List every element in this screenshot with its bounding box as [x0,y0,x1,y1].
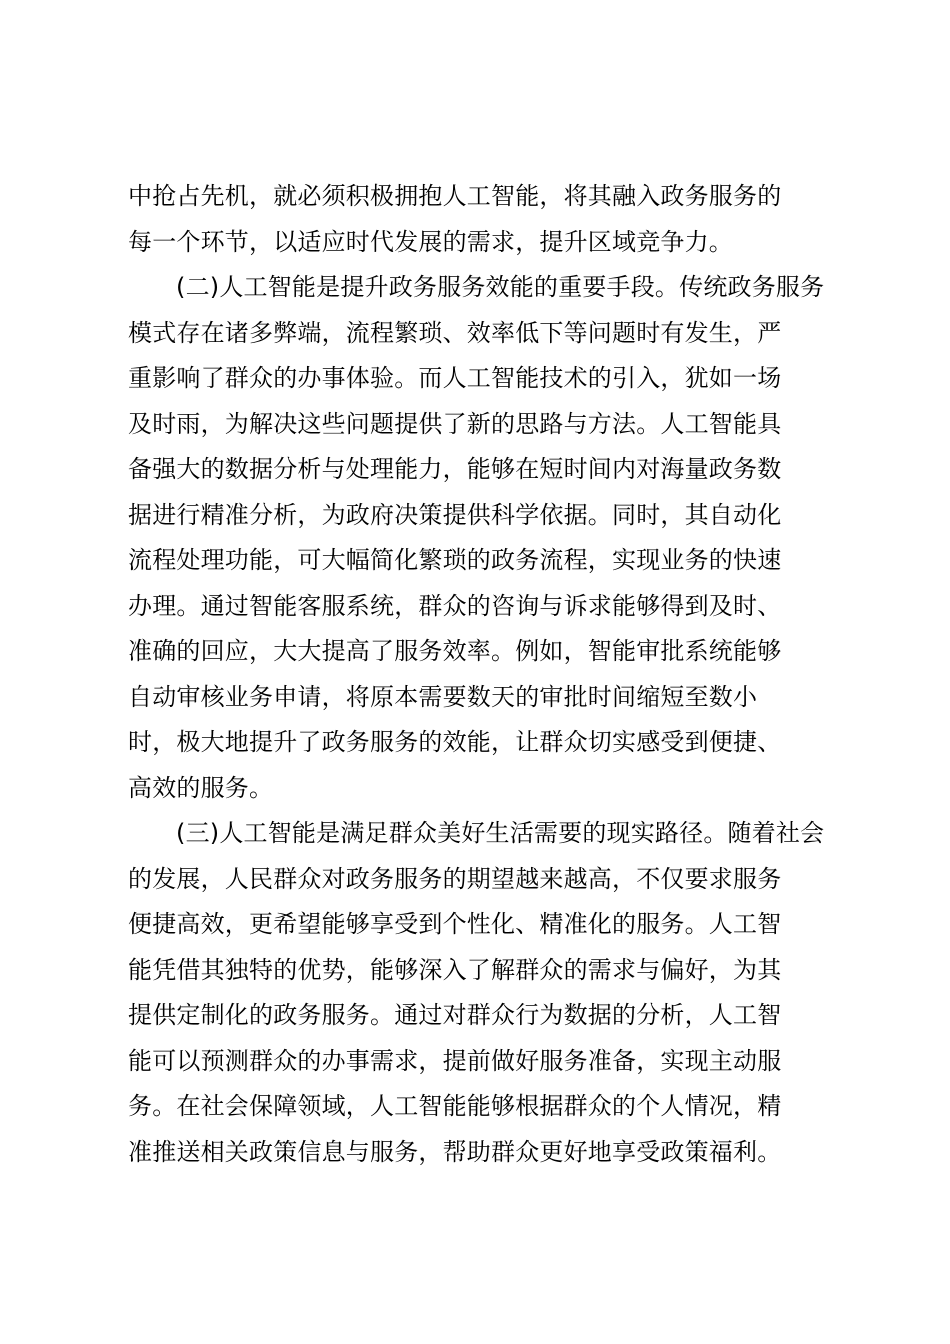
body-text [128,174,828,1175]
text-line: 的发展，人民群众对政务服务的期望越来越高，不仅要求服务 [128,864,782,893]
text-line: 办理。通过智能客服系统，群众的咨询与诉求能够得到及时、 [128,591,782,620]
text-line: 据进行精准分析，为政府决策提供科学依据。同时，其自动化 [128,500,782,529]
text-line: 提供定制化的政务服务。通过对群众行为数据的分析，人工智 [128,1001,782,1029]
text-line: 便捷高效，更希望能够享受到个性化、精准化的服务。人工智 [128,910,782,938]
text-line: 能凭借其独特的优势，能够深入了解群众的需求与偏好，为其 [128,955,782,984]
section-heading-line: (三)人工智能是满足群众美好生活需要的现实路径。随着社会 [176,819,825,847]
text-line: 中抢占先机，就必须积极拥抱人工智能，将其融入政务服务的 [128,182,782,210]
text-line: 备强大的数据分析与处理能力，能够在短时间内对海量政务数 [128,455,782,483]
text-line: 自动审核业务申请，将原本需要数天的审批时间缩短至数小 [128,682,758,711]
text-line: 准推送相关政策信息与服务，帮助群众更好地享受政策福利。 [128,1137,782,1166]
text-line: 及时雨，为解决这些问题提供了新的思路与方法。人工智能具 [128,409,782,438]
section-heading-line: (二)人工智能是提升政务服务效能的重要手段。传统政务服务 [176,273,825,301]
text-line: 重影响了群众的办事体验。而人工智能技术的引入，犹如一场 [128,364,782,392]
text-line: 务。在社会保障领域，人工智能能够根据群众的个人情况，精 [128,1092,782,1120]
text-line: 模式存在诸多弊端，流程繁琐、效率低下等问题时有发生，严 [128,318,782,347]
text-line: 能可以预测群众的办事需求，提前做好服务准备，实现主动服 [128,1046,782,1075]
text-line: 准确的回应，大大提高了服务效率。例如，智能审批系统能够 [128,637,782,665]
text-line: 高效的服务。 [128,773,274,802]
text-line: 流程处理功能，可大幅简化繁琐的政务流程，实现业务的快速 [128,546,782,574]
text-line: 每一个环节，以适应时代发展的需求，提升区域竞争力。 [128,227,733,256]
text-line: 时，极大地提升了政务服务的效能，让群众切实感受到便捷、 [128,728,782,756]
